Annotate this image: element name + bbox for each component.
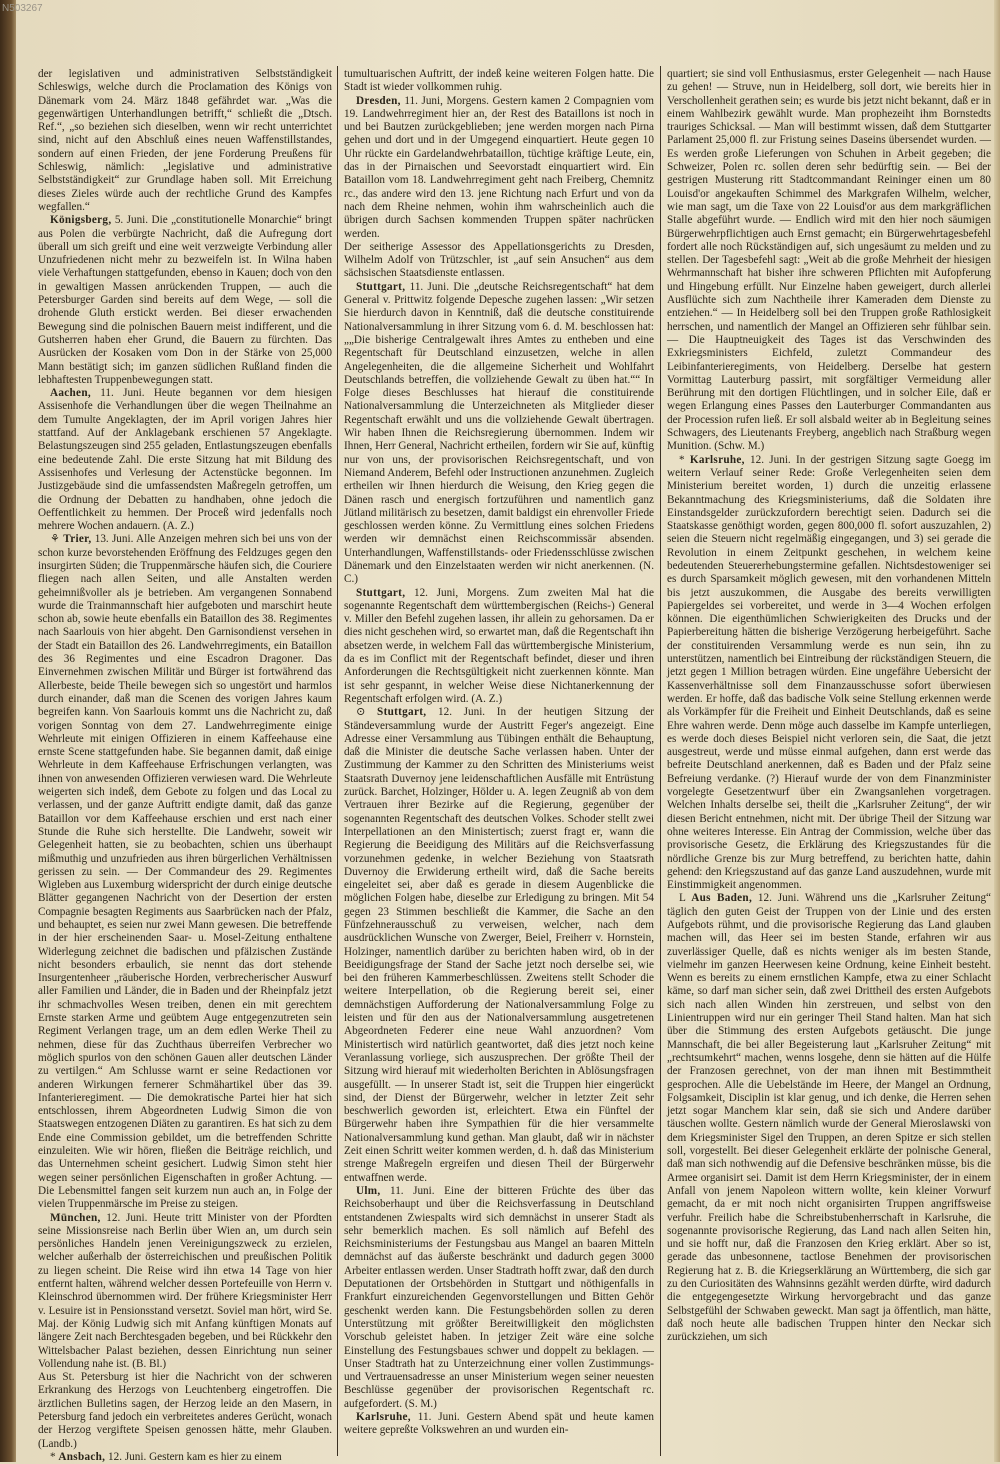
article-body: quartiert; sie sind voll Enthusiasmus, erster Gelegenheit — nach Hause zu gehen! — Struve, nun in Heidelberg, soll dort, wie bereits hier in Verschollenheit gerathen sein; es wurde bis jetzt nicht bekannt, daß er in einem Wahlbezirk gewählt wurde. Man prophezeiht ihm Bornstedts trauriges Schicksal. — Man will bestimmt wissen, daß dem Stuttgarter Parlament 25,000 fl. zur Fristung seines Daseins übersendet wurden. — Es werden große Lieferungen von Schuhen in Arbeit gegeben; die Schweizer, Polen rc. sollen deren sehr bedürftig sein. — Bei der gestrigen Musterung ritt Stadtcommandant Reininger einen um 80 Louisd'or angekauften Schimmel des Markgrafen Wilhelm, welcher, wie man sagt, um die Taxe von 22 Louisd'or aus dem markgräflichen Stalle abgeführt wurde. — Endlich wird mit den hier noch säumigen Bürgerwehrpflichtigen auch Ernst gemacht; ein Bürgerwehrtagesbefehl fordert alle noch Rückständigen auf, sich ungesäumt zu melden und zu stellen. Der Tagesbefehl sagt: „Weit ab die große Mehrheit der hiesigen Wehrmannschaft hat bisher ihre schweren Pflichten mit Aufopferung und Hingebung erfüllt. Nur Einzelne haben geweigert, durch allerlei Ausflüchte sich zum Nachtheile ihrer Kameraden dem Dienste zu entziehen.“ — In Heidelberg soll bei den Truppen große Rathlosigkeit herrschen, und namentlich der Mangel an Offizieren sehr fühlbar sein. — Die Hauptneuigkeit des Tages ist das Verschwinden des Exkriegsministers Eichfeld, zuletzt Commandeur des Leibinfanterieregiments, von Heidelberg. Derselbe hat gestern Vormittag Lauterburg passirt, mit sorgfältiger Vermeidung aller Berührung mit den dortigen Flüchtlingen, und in solcher Eile, daß er wegen Erlangung eines Passes den Lauterburger Commandanten aus der Procession rufen ließ. Er soll alsbald weiter ab in Begleitung seines Schwagers, des Lieutenants Freyberg, angeblich nach Straßburg wegen Munition. (Schw. M.) — [667, 68, 991, 453]
column-divider — [337, 66, 338, 1456]
news-article-continuation — [38, 68, 332, 214]
news-article — [38, 1212, 332, 1372]
article-body: Gestern Abend spät und heute kamen weitere gepreßte Volkswehren an und wurden ein- — [344, 1410, 654, 1437]
article-marker: * — [679, 453, 690, 466]
news-article-continuation — [38, 1371, 332, 1451]
dateline-date: 5. Juni. — [111, 214, 149, 227]
dateline-place: Karlsruhe, — [356, 1410, 411, 1423]
article-body: Heute tritt Minister von der Pfordten seine Missionsreise nach Berlin über Wien an, um durch sein persönliches Handeln jenen Vereinigungszweck zu erzielen, welcher außerhalb der österreichischen und preußischen Politik zu liegen scheint. Die Reise wird ihn etwa 14 Tage von hier entfernt halten, während welcher dessen Portefeuille von Herrn v. Kleinschrod übernommen wird. Der frühere Kriegsminister Herr v. Lesuire ist in Pensionsstand versetzt. Soviel man hört, wird Se. Maj. der König Ludwig sich mit Anfang künftigen Monats auf längere Zeit nach Berchtesgaden begeben, und bei Rückkehr den Wittelsbacher Palast beziehen, dessen Einrichtung nun seiner Vollendung nahe ist. (B. Bl.) — [38, 1211, 332, 1370]
news-article — [38, 533, 332, 1211]
news-article — [344, 1185, 654, 1411]
page-right-edge — [994, 0, 1000, 1462]
dateline-place: Stuttgart, — [377, 706, 427, 719]
dateline-date: 12. Juni. — [752, 892, 800, 905]
dateline-date: 12. Juni. — [100, 1211, 148, 1224]
news-article — [38, 1451, 332, 1464]
dateline-place: Ulm, — [356, 1184, 381, 1197]
dateline-date: 12. Juni. — [744, 453, 791, 466]
dateline-date: 11. Juni. — [405, 280, 449, 293]
dateline-place: Karlsruhe, — [689, 453, 745, 466]
article-body: Gestern kamen 2 Compagnien vom 19. Landwehrregiment hier an, der Rest des Bataillons ist noch in und bei Bautzen zurückgeblieben; jene werden morgen nach Pirna gehen und dort und in der Umgegend einquartiert. Heute gegen 10 Uhr rückte ein Gardelandwehrbataillon, tüchtige kräftige Leute, ein, das in der Pirnaischen und Seevorstadt einquartiert wird. Ein Bataillon vom 18. Landwehrregiment geht nach Freiberg, Chemnitz rc., das andere wird den 13. jene Richtung nach Erfurt und von da nach dem Rheine nehmen, wohin ihm wahrscheinlich auch die übrigen durch Sachsen kommenden Truppen später nachrücken werden. — [344, 94, 654, 240]
dateline-place: Ansbach, — [58, 1450, 106, 1463]
news-article-continuation — [344, 241, 654, 281]
article-body: Alle Anzeigen mehren sich bei uns von der schon kurze bevorstehenden Eröffnung des Feldzuges gegen den insurgirten Süden; die Truppenmärsche häufen sich, die Couriere fliegen nach allen Seiten, und alle Anstalten werden geheimnißvoller als je betrieben. Am vergangenen Sonnabend wurde die Trainmannschaft hier aufgeboten und marschirt heute schon ab, sowie heute ebenfalls ein Bataillon des 38. Regimentes nach Saarlouis von hier abgeht. Den Garnisondienst versehen in der Stadt ein Bataillon des 26. Landwehrregiments, ein Bataillon des 36 Regimentes und eine Escadron Dragoner. Das Einvernehmen zwischen Militär und Bürger ist fortwährend das Allerbeste, beide Theile bewegen sich so ungestört und harmlos durch einander, daß man die Scenen des vorigen Jahres kaum begreifen kann. Von Saarlouis kommt uns die Nachricht zu, daß vorigen Sonntag von dem 27. Landwehrregimente einige Wehrleute mit einigen Offizieren in einem Kaffeehause eine ernste Scene stattgefunden habe. Sie begannen damit, daß einige Wehrleute in dem Kaffeehause Erfrischungen verlangten, was ihnen von anwesenden Offizieren verwiesen ward. Die Wehrleute weigerten sich indeß, dem Gebote zu folgen und das Local zu verlassen, und der ganze Auftritt endigte damit, daß das ganze Bataillon vor dem Kaffeehause erschien und erst nach einer Stunde die Ruhe sich herstellte. Die Landwehr, soweit wir Gelegenheit hatten, sie zu beobachten, schien uns überhaupt mißmuthig und unzufrieden aus ihren bürgerlichen Verhältnissen gerissen zu sein. — Der Commandeur des 29. Regimentes Wigleben aus Luxemburg widerspricht der durch einige deutsche Blätter gegangenen Nachricht von der Desertion der ersten Compagnie besagten Regiments aus Saarbrücken nach der Pfalz, und behauptet, es seien nur zwei Mann gewesen. Die betreffende in der hier erscheinenden Saar- u. Mosel-Zeitung enthaltene Widerlegung zeichnet die badischen und pfälzischen Zustände nicht besonders erbaulich, sie nennt das dort stehende Insurgentenheer „räuberische Horden, verbrecherischer Auswurf aller Familien und Länder, die in Baden und der Rheinpfalz jetzt ihr schmachvolles Wesen treiben, denen ein mit gerechtem Ernste starken Arme und geübtem Auge entgegenzutreten sein Regiment Verlangen trage, um an dem edlen Werke Theil zu nehmen, diese für das Zuchthaus überreifen Verbrecher wo möglich spurlos von den schönen Gauen aller deutschen Länder zu vertilgen.“ Am Schlusse warnt er seine Redactionen vor anderen Wirkungen fernerer Schmähartikel über das 39. Infanterieregiment. — Die demokratische Partei hier hat sich entschlossen, ihrem Abgeordneten Ludwig Simon die von Staatswegen entzogenen Diäten zu garantiren. Es hat sich zu dem Ende eine Commission gebildet, um die betreffenden Schritte einzuleiten. Wie wir hören, fließen die Beiträge reichlich, und das Unternehmen scheint gesichert. Ludwig Simon steht hier wegen seiner persönlichen Eigenschaften in großer Achtung. — Die Lebensmittel fangen seit kurzem nun auch an, in Folge der vielen Truppenmärsche im Preise zu steigen. — [38, 533, 332, 1211]
news-article — [667, 454, 991, 893]
article-marker: L — [679, 892, 692, 905]
article-body: der legislativen und administrativen Selbstständigkeit Schleswigs, welche durch die Proclamation des Königs von Dänemark vom 24. März 1848 gefährdet war. „Was die gegenwärtigen Unterhandlungen betrifft,“ schließt die „Dtsch. Ref.“, „so beziehen sich dieselben, wenn wir recht unterrichtet sind, nicht auf den Abschluß eines neuen Waffenstillstandes, sondern auf einen Frieden, der jene Forderung Preußens für Schleswig, nämlich: „legislative und administrative Selbstständigkeit“ zur Grundlage haben soll. Mit Erreichung dieses Zieles würde auch der rechtliche Grund des Kampfes wegfallen.“ — [38, 68, 332, 213]
article-body: In der gestrigen Sitzung sagte Goegg im weitern Verlauf seiner Rede: Große Verlegenheiten seien dem Ministerium bereitet worden, 1) durch die unzeitig erlassene Bekanntmachung des Kriegsministeriums, daß die Soldaten ihre Einstandsgelder zurückzufordern berechtigt seien. Dadurch sei die Staatskasse genöthigt worden, gegen 800,000 fl. sofort auszuzahlen, 2) seien die Steuern nicht regelmäßig eingegangen, und 3) sei gerade die Revolution in einem Zeitpunkt geschehen, in welchem keine bedeutenden Steuererhebungstermine gefallen. Nichtsdestoweniger sei es durch Sparsamkeit möglich gewesen, mit den vorhandenen Mitteln bis jetzt auszukommen, die Ausgabe des bereits verwilligten Papiergeldes sei vorbereitet, und werde in 3—4 Wochen erfolgen können. Die eigenthümlichen Schwierigkeiten des Drucks und der Papierbereitung hätten die bisherige Verzögerung herbeigeführt. Sache der constituirenden Versammlung werde es nun sein, ihn zu unterstützen, namentlich bei Eintreibung der rückständigen Steuern, die jetzt gegen 1 Million betragen würden. Eine ungefähre Uebersicht der Kassenverhältnisse soll dem Finanzausschusse sofort überwiesen werden. Er hoffe, daß das badische Volk seine Stellung erkennen werde als Vorkämpfer für die Freiheit und Einheit Deutschlands, daß es seine Ehre wahren werde. Denn möge auch dasselbe im Kampfe unterliegen, es werde doch dieses Beispiel nicht verloren sein, die Saat, die jetzt ausgestreut, werde und müsse einmal aufgehen, dann erst werde das befreite Deutschland anerkennen, daß es Baden und der Pfalz seine Befreiung verdanke. (?) Hierauf wurde der von dem Finanzminister vorgelegte Gesetzentwurf über ein Zwangsanlehen vorgetragen. Welchen Inhalts derselbe sei, theilt die „Karlsruher Zeitung“, der wir diesen Bericht entnehmen, nicht mit. Der übrige Theil der Sitzung war ohne weiteres Interesse. Ein Antrag der Commission, welche über das provisorische Gesetz, die Erklärung des Kriegszustandes für die nördliche Grenze bis zur Murg betreffend, zu berichten hatte, dahin gehend: den Kriegszustand auf das ganze Land auszudehnen, wurde mit Einstimmigkeit angenommen. — [667, 453, 992, 892]
dateline-place: Aus Baden, — [691, 892, 753, 905]
scan-id: N503267 — [2, 3, 43, 14]
news-article — [38, 387, 332, 533]
dateline-place: Dresden, — [356, 94, 401, 107]
dateline-date: 11. Juni, Morgens. — [400, 94, 489, 107]
article-body: Aus St. Petersburg ist hier die Nachricht von der schweren Erkrankung des Herzogs von Leuchtenberg eingetroffen. Die ärztlichen Bulletins sagen, der Herzog leide an den Masern, in Petersburg fand jedoch ein verbreitetes anderes Gerücht, wonach der Herzog vergiftete Speisen genossen hätte, mehr Glauben. (Landb.) — [38, 1371, 332, 1450]
dateline-date: 13. Juni. — [91, 533, 134, 546]
newspaper-column-3 — [667, 68, 991, 1453]
dateline-date: 11. Juni. — [380, 1184, 435, 1197]
dateline-date: 12. Juni. — [105, 1450, 147, 1463]
article-body: Heute begannen vor dem hiesigen Assisenhofe die Verhandlungen über die wegen Theilnahme an dem Tumulte Angeklagten, der im April vorigen Jahres hier stattfand. Auf der Anklagebank erschienen 57 Angeklagte. Belastungszeugen sind 255 geladen, Entlastungszeugen ebenfalls eine bedeutende Zahl. Die erste Sitzung hat mit Bildung des Assisenhofes und Verlesung der Actenstücke begonnen. Im Justizgebäude sind die umfassendsten Maßregeln getroffen, um die Ordnung der Debatten zu handhaben, ohne jedoch die Oeffentlichkeit zu hemmen. Der Proceß wird jedenfalls noch mehrere Wochen andauern. (A. Z.) — [38, 387, 332, 533]
dateline-place: Aachen, — [50, 387, 91, 400]
newspaper-column-1 — [38, 68, 332, 1463]
news-article-continuation — [667, 68, 991, 454]
dateline-place: Stuttgart, — [356, 586, 406, 599]
article-body: Die „deutsche Reichsregentschaft“ hat dem General v. Prittwitz folgende Depesche zugehen lassen: „Wir setzen Sie hierdurch davon in Kenntniß, daß die deutsche constituirende Nationalversammlung in ihrer Sitzung vom 6. d. M. beschlossen hat: „„Die bisherige Centralgewalt ihres Amtes zu entheben und eine Regentschaft für Deutschland einzusetzen, welche in allen Angelegenheiten, die die allgemeine Sicherheit und Wohlfahrt Deutschlands betreffen, die vollziehende Gewalt zu üben hat.““ In Folge dieses Beschlusses hat hierauf die constituirende Nationalversammlung die Unterzeichneten als Mitglieder dieser Regentschaft erwählt und uns die vollziehende Gewalt übertragen. Wir haben Ihnen die Reichsregierung übernommen. Indem wir Ihnen, Herr General, Nachricht ertheilen, fordern wir Sie auf, künftig nur von uns, der provisorischen Reichsregentschaft, und von Niemand Anderem, Befehl oder Instructionen anzunehmen. Zugleich ertheilen wir Ihnen hierdurch die Weisung, den Krieg gegen die Dänen rasch und energisch fortzuführen und namentlich ganz Jütland militärisch zu besetzen, damit baldigst ein ehrenvoller Friede geschlossen werden könne. Zu Vermittlung eines solchen Friedens werden wir demnächst einen Reichscommissär absenden. Unterhandlungen, Waffenstillstands- oder Friedensschlüsse zwischen Dänemark und den Einzelstaaten werden wir nicht anerkennen. (N. C.) — [344, 280, 654, 586]
news-article — [344, 281, 654, 587]
article-marker: ⊙ — [356, 706, 378, 719]
article-body: Der seitherige Assessor des Appellationsgerichts zu Dresden, Wilhelm Adolf von Trützschler, ist „auf sein Ansuchen“ aus dem sächsischen Staatsdienste entlassen. — [344, 240, 654, 280]
news-article — [344, 587, 654, 707]
dateline-place: Königsberg, — [50, 214, 112, 227]
article-marker: ⚘ — [50, 533, 64, 546]
article-body: tumultuarischen Auftritt, der indeß keine weiteren Folgen hatte. Die Stadt ist wieder vollkommen ruhig. — [344, 68, 654, 94]
dateline-place: Trier, — [63, 533, 92, 546]
news-article — [344, 1411, 654, 1438]
news-article — [344, 95, 654, 241]
news-article — [667, 892, 991, 1344]
article-body: In der heutigen Sitzung der Ständeversammlung wurde der Austritt Feger's angezeigt. Eine Adresse einer Versammlung aus Tübingen enthält die Behauptung, daß die Minister die deutsche Sache verlassen haben. Unter der Zustimmung der Kammer zu den Schritten des Ministeriums weist Staatsrath Duvernoy jene leidenschaftlichen Ausfälle mit Entrüstung zurück. Barchet, Holzinger, Hölder u. A. legen Zeugniß ab von dem Vertrauen ihrer Bezirke auf die Regierung, gegenüber der sogenannten Regentschaft des deutschen Volkes. Schoder stellt zwei Interpellationen an den Ministertisch; zuerst fragt er, wann die Regierung die Beeidigung des Militärs auf die Reichsverfassung vorzunehmen gedenke, in welcher Beziehung von Staatsrath Duvernoy die Erwiderung ertheilt wird, daß die Sache bereits eingeleitet sei, aber daß es gerade in diesem Augenblicke die möglichen Folgen habe, dieselbe zur Erledigung zu bringen. Mit 54 gegen 23 Stimmen beschließt die Kammer, die Sache an den Fünfzehnerausschuß zu verweisen, welcher, nach dem ausdrücklichen Wunsche von Zwerger, Beiel, Freiherr v. Hornstein, Holzinger, namentlich darüber zu berichten haben wird, ob in der Beeidigungsfrage der Stand der Sache jetzt noch derselbe sei, wie bei den früheren Kammerbeschlüssen. Zweitens stellt Schoder die weitere Interpellation, ob die Regierung bereit sei, einer demnächstigen Aufforderung der Nationalversammlung Folge zu leisten und für den aus der Nationalversammlung ausgetretenen Abgeordneten Federer eine neue Wahl anzuordnen? Vom Ministertisch wird natürlich geantwortet, daß dies jetzt noch keine Veranlassung vorliege, sich auszusprechen. Der größte Theil der Sitzung wird hierauf mit wiederholten Berichten in Ablösungsfragen ausgefüllt. — In unserer Stadt ist, seit die Truppen hier eingerückt sind, der Dienst der Bürgerwehr, welcher in letzter Zeit sehr beschwerlich geworden ist, erleichtert. Etwa ein Fünftel der Bürgerwehr haben ihre Sympathien für die hier versammelte Nationalversammlung kund gethan. Man glaubt, daß wir in nächster Zeit einen Schritt weiter kommen werden, d. h. daß das Ministerium strenge Maßregeln ergreifen und diesen Theil der Bürgerwehr entwaffnen werde. — [344, 706, 655, 1184]
dateline-date: 12. Juni. — [426, 706, 486, 719]
news-article — [344, 706, 654, 1185]
column-divider — [660, 66, 661, 1456]
news-article-continuation — [344, 68, 654, 95]
dateline-date: 11. Juni. — [410, 1410, 460, 1423]
dateline-place: München, — [50, 1211, 101, 1224]
article-body: Die „constitutionelle Monarchie“ bringt aus Polen die verbürgte Nachricht, daß die Aufregung dort überall um sich greift und eine weit verzweigte Verbindung aller Unzufriedenen nicht mehr zu bezweifeln ist. In Wilna haben viele Verhaftungen stattgefunden, ebenso in Kauen; doch von den in gewaltigen Massen anrückenden Truppen, — auch die Petersburger Garden sind bereits auf dem Wege, — soll die drohende Gluth erstickt werden. Bei dieser erwachenden Bewegung sind die polnischen Bauern meist indifferent, und die Gutsherren haben eher Grund, die Bauern zu fürchten. Das Ausrücken der Kosaken vom Don in der Stärke von 25,000 Mann bestätigt sich; im ganzen südlichen Rußland finden die lebhaftesten Truppenbewegungen statt. — [38, 214, 332, 386]
article-body: Gestern kam es hier zu einem — [146, 1450, 282, 1463]
page-binding-edge — [0, 0, 16, 1462]
article-body: Eine der bitteren Früchte des über das Reichsoberhaupt und über die Reichsverfassung in Deutschland entstandenen Zwiespalts wird sich demnächst in unserer Stadt als sehr bemerklich machen. Es soll nämlich auf Befehl des Reichsministeriums der Festungsbau aus Mangel an baaren Mitteln demnächst auf das äußerste beschränkt und dadurch gegen 3000 Arbeiter entlassen werden. Unser Stadtrath hofft zwar, daß den durch Deputationen der Ortsbehörden in Stuttgart und nöthigenfalls in Frankfurt einzureichenden Gegenvorstellungen und Bitten Gehör geschenkt werden kann. Die Festungsbehörden sollen zu deren Unterstützung mit größter Bereitwilligkeit den möglichsten Vorschub geleistet haben. In jetziger Zeit wäre eine solche Einstellung des Festungsbaues schwer und doppelt zu beklagen. — Unser Stadtrath hat zu Unterzeichnung einer vollen Zustimmungs- und Vertrauensadresse an unser Ministerium wegen seiner neuesten Beschlüsse gegenüber der provisorischen Regentschaft rc. aufgefordert. (S. M.) — [344, 1184, 654, 1410]
news-article — [38, 214, 332, 387]
article-marker: * — [50, 1450, 59, 1463]
article-body: Zum zweiten Mal hat die sogenannte Regentschaft dem württembergischen (Reichs-) General v. Miller den Befehl zugehen lassen, ihr allein zu gehorsamen. Da er dies nicht geschehen wird, so erwartet man, daß die Regentschaft ihn absetzen werde, in welchem Fall das württembergische Ministerium, da es im Conflict mit der Regentschaft befindet, dieser und ihren Anforderungen die Rechtsgültigkeit nicht zuerkennen könnte. Man ist sehr gespannt, in welcher Weise diese Nichtanerkennung der Regentschaft erfolgen wird. (A. Z.) — [344, 586, 654, 705]
newspaper-column-2 — [344, 68, 654, 1453]
dateline-date: 12. Juni, Morgens. — [405, 586, 510, 599]
dateline-place: Stuttgart, — [356, 280, 406, 293]
dateline-date: 11. Juni. — [90, 387, 145, 400]
article-body: Während uns die „Karlsruher Zeitung“ täglich den guten Geist der Truppen von der Linie und des ersten Aufgebots rühmt, und die provisorische Regierung das Land glauben machen will, das Heer sei im besten Stande, erfahren wir aus zuverlässiger Quelle, daß es nichts weniger als im besten Stande, vielmehr im ganzen Heerwesen keine Ordnung, keine Einheit besteht. Wenn es bereits zu einem ernstlichen Kampfe, etwa zu einer Schlacht käme, so darf man sicher sein, daß zwei Drittheil des ersten Aufgebots sich nach allen Winden hin zerstreuen, und selbst von den Linientruppen wird nur ein geringer Theil Stand halten. Man hat sich über die Stimmung des ersten Aufgebots getäuscht. Die junge Mannschaft, die bei aller Begeisterung laut „Karlsruher Zeitung“ mit „rechtsumkehrt“ machen, wenns losgehe, denn sie hätten auf die Hülfe der Franzosen gerechnet, von der man ihnen mit Bestimmtheit gesprochen. Alle die Uebelstände im Heere, der Mangel an Ordnung, Folgsamkeit, Disciplin ist klar genug, und ich denke, die Herren sehen jetzt sogar Manchem klar sein, daß sie sich und Andere darüber täuschen wollte. Gestern nämlich wurde der General Mieroslawski von dem Kriegsminister Sigel den Truppen, an deren Spitze er sich stellen soll, vorgestellt. Bei dieser Gelegenheit erklärte der polnische General, daß man sich nothwendig auf die Defensive beschränken müsse, bis die Armee organisirt sei. Damit ist dem Herrn Kriegsminister, der in einem Anfall von jenem Napoleon wittern wollte, kein kleiner Vorwurf gemacht, da er mit noch nicht organisirten Truppen angriffsweise verfuhr. Freilich habe die Schreibstubenherrschaft in Karlsruhe, die sogenannte provisorische Regierung, das Land nach allen Seiten hin, und sie hofft nur, daß die Franzosen den Krieg erklärt. Aber so ist, gerade das unbesonnene, tactlose Benehmen der provisorischen Regierung hat z. B. die Kriegserklärung an Württemberg, die sich gar zu den Curiositäten des Wahnsinns gezählt werden dürfte, wird dadurch die entgegengesetzte Wirkung hervorgebracht und das ganze Selbstgefühl der Schwaben geweckt. Man sagt ja öffentlich, man hätte, daß noch heute alle badischen Truppen hinter den Neckar sich zurückziehen, um sich — [667, 892, 992, 1344]
